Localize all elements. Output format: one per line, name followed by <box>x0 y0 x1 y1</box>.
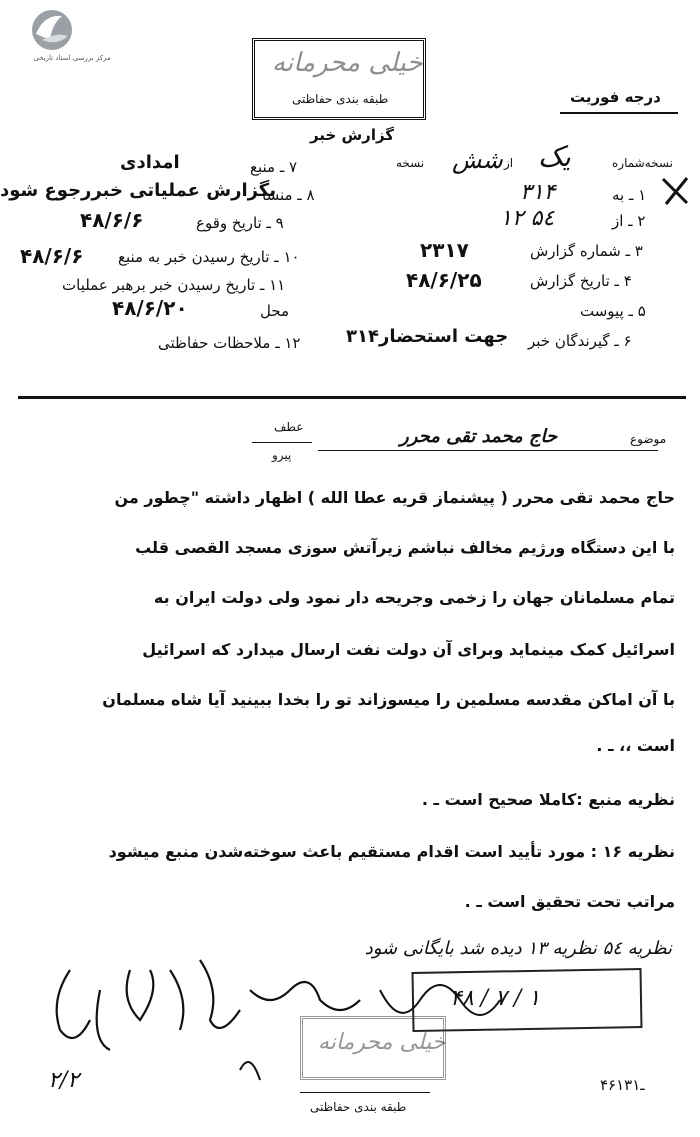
field-ops-received-date-label: ۱۱ ـ تاریخ رسیدن خبر برهبر عملیات <box>62 276 286 294</box>
field-recipients-value: ۳۱۴جهت استحضار <box>346 326 509 347</box>
field-to-value: ۳۱۴ <box>520 180 556 205</box>
field-recipients-label: ۶ ـ گیرندگان خبر <box>528 332 632 350</box>
field-source-value: امدادی <box>120 152 180 173</box>
logo-mark-icon <box>22 6 82 58</box>
bottom-stamp-text: خیلی محرمانه <box>318 1030 446 1055</box>
field-source-label: ۷ ـ منبع <box>250 158 298 176</box>
field-report-number-label: ۳ ـ شماره گزارش <box>530 242 643 260</box>
field-report-number-value: ۲۳۱۷ <box>420 238 469 262</box>
priority-label: درجه فوریت <box>570 88 661 106</box>
body-line: حاج محمد تقی محرر ( پیشنماز قریه عطا الله ) اظهار داشته "چطور من <box>114 488 675 507</box>
field-security-notes-label: ۱۲ ـ ملاحظات حفاظتی <box>158 334 301 352</box>
field-occurrence-date-label: ۹ ـ تاریخ وقوع <box>196 214 284 232</box>
body-line: است ،، ـ . <box>596 736 675 755</box>
field-occurrence-date-value: ۴۸/۶/۶ <box>80 208 144 232</box>
body-line: با آن اماکن مقدسه مسلمین را میسوزاند تو را بخدا ببینید آیا شاه مسلمان <box>102 690 675 709</box>
body-line: اسرائیل کمک مینماید وبرای آن دولت نفت ارسال میدارد که اسرائیل <box>142 640 675 659</box>
investigation-note: مراتب تحت تحقیق است ـ . <box>464 892 675 911</box>
classification-label: طبقه بندی حفاظتی <box>292 92 389 106</box>
section-divider <box>18 396 686 399</box>
subject-label: موضوع <box>630 432 667 446</box>
footer-document-number: ۴۶ـ۱۳۱ <box>600 1076 645 1094</box>
field-report-date-label: ۴ ـ تاریخ گزارش <box>530 272 632 290</box>
subject-underline <box>318 450 658 451</box>
handwritten-x-mark-icon <box>660 176 690 206</box>
body-line: با این دستگاه ورژیم مخالف نباشم زیرآتش سوزی مسجد القصی قلب <box>135 538 675 557</box>
field-origin-value: بگزارش عملیاتی خبررجوع شود <box>0 180 277 201</box>
field-source-received-date-value: ۴۸/۶/۶ <box>20 244 84 268</box>
classification-stamp: خیلی محرمانه <box>272 48 423 78</box>
reference-divider <box>252 442 312 443</box>
copy-number: یک <box>538 140 571 173</box>
priority-underline <box>560 112 678 114</box>
handwritten-signature-icon <box>20 930 660 1100</box>
copy-prefix: نسخه‌شماره <box>612 156 673 170</box>
logo-caption: مرکز بررسی اسناد تاریخی <box>33 54 111 62</box>
field-origin-label: ۸ ـ منشا <box>262 186 315 204</box>
subject-value: حاج محمد تقی محرر <box>400 426 558 447</box>
handwritten-note: نظریه ۵٤ نظریه ۱۳ دیده شد بایگانی شود <box>364 938 672 959</box>
copy-of: از <box>504 156 514 170</box>
field-source-received-date-label: ۱۰ ـ تاریخ رسیدن خبر به منبع <box>118 248 300 266</box>
body-line: تمام مسلمانان جهان را زخمی وجریحه دار نمود ولی دولت ایران به <box>153 588 675 607</box>
source-opinion: نظریه منبع :کاملا صحیح است ـ . <box>421 790 675 809</box>
field-location-label: محل <box>260 302 290 320</box>
field-location-value: ۴۸/۶/۲۰ <box>112 296 188 320</box>
report-title: گزارش خبر <box>310 126 395 144</box>
follow-up-label: پیرو <box>272 448 292 462</box>
field-from-label: ۲ ـ از <box>612 212 646 230</box>
field-attachment-label: ۵ ـ پیوست <box>580 302 646 320</box>
stamp-entry-number: ۴۸ / ۷ / ۱ <box>450 986 541 1011</box>
copy-suffix: نسخه <box>396 156 425 170</box>
reference-label: عطف <box>274 420 304 434</box>
footer-classification-label: طبقه بندی حفاظتی <box>310 1100 407 1114</box>
footer-line <box>300 1092 430 1093</box>
field-to-label: ۱ ـ به <box>612 186 647 204</box>
agent-opinion: نظریه ۱۶ : مورد تأیید است اقدام مستقیم باعث سوخته‌شدن منبع میشود <box>108 842 675 861</box>
field-from-value: ۱۲ ۵٤ <box>500 206 555 231</box>
field-report-date-value: ۴۸/۶/۲۵ <box>406 268 482 292</box>
copy-total: شش <box>452 146 503 174</box>
footer-fraction: ۲/۲ <box>48 1068 80 1093</box>
